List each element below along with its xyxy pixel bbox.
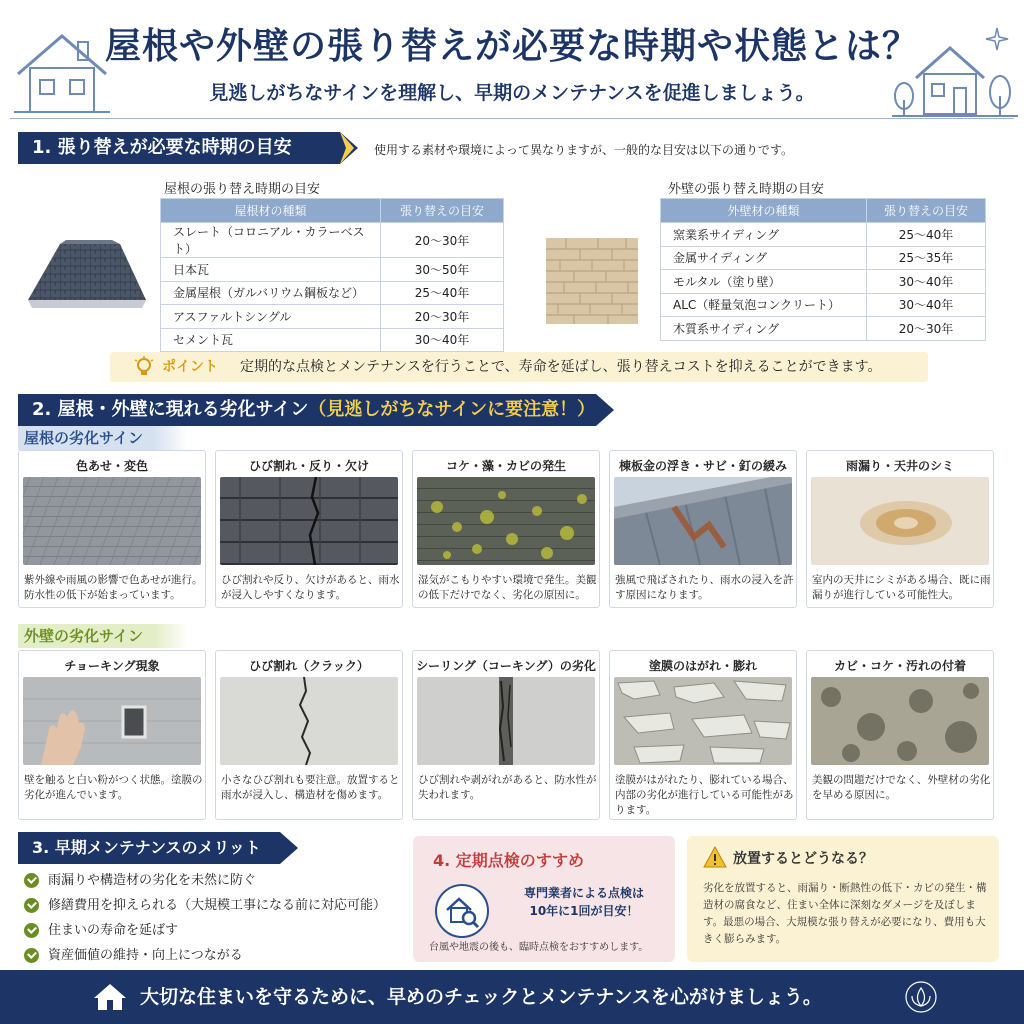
inspection-note: 台風や地震の後も、臨時点検をおすすめします。 [429,942,649,953]
check-icon [24,898,39,913]
card-description: ひび割れや剥がれがあると、防水性が失われます。 [418,774,597,801]
card-title: 色あせ・変色 [75,459,148,473]
check-icon [24,948,39,963]
table-cell: 20〜30年 [867,317,986,341]
footer-text: 大切な住まいを守るために、早めのチェックとメンテナンスを心がけましょう。 [140,986,822,1008]
chalking-wall-photo [23,677,201,765]
wall-table-title: 外壁の張り替え時期の目安 [668,182,825,197]
table-cell: 木質系サイディング [661,317,867,341]
wall-lifespan-table [660,198,986,341]
section4-heading: 4. 定期点検のすすめ [433,851,584,870]
section2-heading [18,394,596,426]
table-cell: 30〜40年 [381,328,504,352]
siding-illustration [546,238,638,324]
inspection-lead-line2: 10年に1回が目安！ [529,904,639,918]
table-cell: 30〜40年 [867,270,986,294]
roof-card-moss [412,450,600,608]
ceiling-stain-photo [811,477,989,565]
list-item-label: 住まいの寿命を延ばす [48,923,179,938]
cracked-roof-photo [220,477,398,565]
table-row [161,223,504,258]
card-title: コケ・藻・カビの発生 [445,459,566,473]
card-title: シーリング（コーキング）の劣化 [416,659,596,673]
roof-card-fading [18,450,206,608]
roof-card-crack [215,450,403,608]
card-description: 湿気がこもりやすい環境で発生。美観の低下だけでなく、劣化の原因に。 [418,574,597,601]
table-cell: 日本瓦 [161,258,381,282]
wall-card-peeling [609,650,797,820]
card-title: ひび割れ・反り・欠け [248,459,369,473]
table-cell: 30〜50年 [381,258,504,282]
card-description: 塗膜がはがれたり、膨れている場合、内部の劣化が進行している可能性があります。 [615,774,794,816]
table-header: 張り替えの目安 [867,199,986,223]
section3-heading [18,832,280,864]
card-description: 壁を触ると白い粉がつく状態。塗膜の劣化が進んでいます。 [24,774,203,801]
header-divider [10,118,1014,119]
point-text: 定期的な点検とメンテナンスを行うことで、寿命を延ばし、張り替えコストを抑えることができます。 [240,359,882,375]
warning-text: 劣化を放置すると、雨漏り・断熱性の低下・カビの発生・構造材の腐食など、住まい全体に深刻なダメージを及ぼします。最悪の場合、大規模な張り替えが必要になり、費用も大きく膨らみます。 [703,882,987,945]
page-subtitle: 見逃しがちなサインを理解し、早期のメンテナンスを促進しましょう。 [209,82,815,104]
table-cell: 20〜30年 [381,305,504,329]
table-cell: 金属屋根（ガルバリウム鋼板など） [161,281,381,305]
card-description: 室内の天井にシミがある場合、既に雨漏りが進行している可能性大。 [812,574,991,601]
section2-heading-text: 2. 屋根・外壁に現れる劣化サイン [32,399,309,420]
table-cell: スレート（コロニアル・カラーベスト） [161,223,381,258]
leaf-emblem-icon [904,980,938,1014]
roof-lifespan-table [160,198,504,352]
table-row [661,223,986,247]
wall-signs-label: 外壁の劣化サイン [18,624,188,648]
section1-heading-text: 1. 張り替えが必要な時期の目安 [32,137,292,158]
card-description: ひび割れや反り、欠けがあると、雨水が浸入しやすくなります。 [221,574,400,601]
list-item [24,893,386,918]
table-row [661,246,986,270]
list-item [24,918,386,943]
roof-card-ridge [609,450,797,608]
warning-title: 放置するとどうなる？ [733,851,873,867]
header [0,0,1024,122]
card-description: 紫外線や雨風の影響で色あせが進行。防水性の低下が始まっています。 [24,574,203,601]
list-item-label: 資産価値の維持・向上につながる [48,948,243,963]
table-cell: ALC（軽量気泡コンクリート） [661,293,867,317]
table-cell: 30〜40年 [867,293,986,317]
table-cell: 25〜40年 [867,223,986,247]
table-cell: アスファルトシングル [161,305,381,329]
wall-card-sealing [412,650,600,820]
point-label: ポイント [162,359,218,375]
roof-signs-label: 屋根の劣化サイン [18,426,188,450]
table-cell: 25〜35年 [867,246,986,270]
roof-table-title: 屋根の張り替え時期の目安 [164,182,321,197]
list-item-label: 雨漏りや構造材の劣化を未然に防ぐ [48,873,257,888]
list-item [24,868,386,893]
table-header: 屋根材の種類 [161,199,381,223]
roof-illustration [20,238,150,320]
faded-roof-photo [23,477,201,565]
table-cell: 25〜40年 [381,281,504,305]
warning-box [687,836,999,962]
table-cell: セメント瓦 [161,328,381,352]
table-row [161,328,504,352]
list-item [24,943,386,968]
banner-gold-chevron [340,132,354,164]
card-title: ひび割れ（クラック） [249,659,369,673]
card-title: チョーキング現象 [64,659,160,673]
check-icon [24,923,39,938]
section1-note: 使用する素材や環境によって異なりますが、一般的な目安は以下の通りです。 [374,143,794,157]
wall-card-chalking [18,650,206,820]
card-title: カビ・コケ・汚れの付着 [833,659,966,673]
table-header: 外壁材の種類 [661,199,867,223]
section2-heading-accent: （見逃しがちなサインに要注意！） [308,399,596,420]
section1-heading [18,132,340,164]
check-icon [24,873,39,888]
table-cell: 金属サイディング [661,246,867,270]
point-callout [110,352,928,382]
lightbulb-icon [134,356,154,378]
table-row [161,305,504,329]
table-header: 張り替えの目安 [381,199,504,223]
card-description: 強風で飛ばされたり、雨水の浸入を許す原因になります。 [615,574,794,601]
table-row [661,293,986,317]
house-icon [92,982,128,1012]
inspection-lead-line1: 専門業者による点検は [523,886,644,900]
moldy-wall-photo [811,677,989,765]
wall-card-crack [215,650,403,820]
rusted-ridge-photo [614,477,792,565]
house-search-icon [435,884,489,938]
wall-card-mold [806,650,994,820]
card-description: 小さなひび割れも要注意。放置すると雨水が浸入し、構造材を傷めます。 [221,774,400,801]
merit-list [24,868,386,968]
mossy-roof-photo [417,477,595,565]
table-cell: モルタル（塗り壁） [661,270,867,294]
section3-heading-text: 3. 早期メンテナンスのメリット [32,838,261,857]
table-row [661,317,986,341]
inspection-box [413,836,675,962]
card-description: 美観の問題だけでなく、外壁材の劣化を早める原因に。 [812,774,991,801]
list-item-label: 修繕費用を抑えられる（大規模工事になる前に対応可能） [48,898,387,913]
peeling-paint-photo [614,677,792,765]
cracked-wall-photo [220,677,398,765]
warning-icon [703,846,727,868]
table-cell: 窯業系サイディング [661,223,867,247]
table-row [161,281,504,305]
roof-card-leak [806,450,994,608]
card-title: 棟板金の浮き・サビ・釘の緩み [618,459,787,473]
card-title: 雨漏り・天井のシミ [845,459,954,473]
table-row [661,270,986,294]
footer [0,970,1024,1024]
table-row [161,258,504,282]
card-title: 塗膜のはがれ・膨れ [648,659,757,673]
page-title: 屋根や外壁の張り替えが必要な時期や状態とは？ [104,26,919,67]
sealant-joint-photo [417,677,595,765]
table-cell: 20〜30年 [381,223,504,258]
